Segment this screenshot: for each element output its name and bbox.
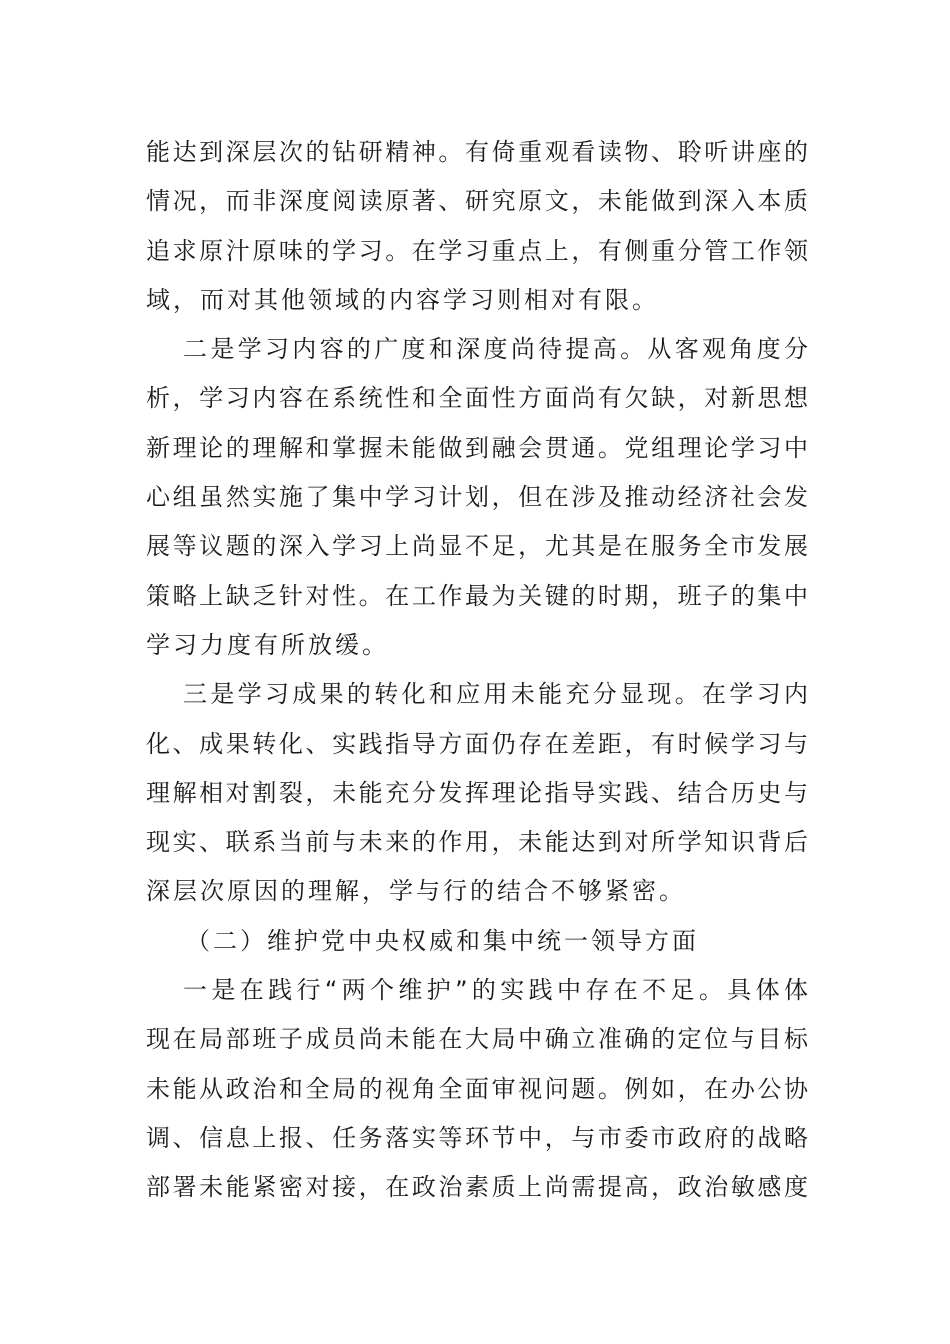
section-heading: [146, 917, 808, 966]
paragraph: [146, 966, 808, 1212]
text-line: 情况，而非深度阅读原著、研究原文，未能做到深入本质: [146, 187, 808, 216]
text-line: 域，而对其他领域的内容学习则相对有限。: [146, 285, 659, 314]
text-line: 未能从政治和全局的视角全面审视问题。例如，在办公协: [146, 1074, 808, 1103]
paragraph: [146, 325, 808, 670]
text-line: （二）维护党中央权威和集中统一领导方面: [186, 926, 699, 955]
text-line: 理解相对割裂，未能充分发挥理论指导实践、结合历史与: [146, 778, 808, 807]
text-line: 策略上缺乏针对性。在工作最为关键的时期，班子的集中: [146, 581, 808, 610]
text-line: 能达到深层次的钻研精神。有倚重观看读物、聆听讲座的: [146, 138, 808, 166]
text-line: 深层次原因的理解，学与行的结合不够紧密。: [146, 877, 686, 906]
paragraph: [146, 128, 808, 325]
text-line: 一是在践行“两个维护”的实践中存在不足。具体体: [183, 976, 808, 1005]
text-line: 学习力度有所放缓。: [146, 630, 389, 659]
text-line: 三是学习成果的转化和应用未能充分显现。在学习内: [183, 680, 808, 709]
text-line: 现实、联系当前与未来的作用，未能达到对所学知识背后: [146, 828, 808, 857]
text-line: 展等议题的深入学习上尚显不足，尤其是在服务全市发展: [146, 532, 808, 561]
text-line: 化、成果转化、实践指导方面仍存在差距，有时候学习与: [146, 729, 808, 758]
text-line: 现在局部班子成员尚未能在大局中确立准确的定位与目标: [146, 1025, 808, 1054]
text-line: 新理论的理解和掌握未能做到融会贯通。党组理论学习中: [146, 433, 808, 462]
text-line: 调、信息上报、任务落实等环节中，与市委市政府的战略: [146, 1123, 808, 1152]
text-line: 析，学习内容在系统性和全面性方面尚有欠缺，对新思想: [146, 384, 808, 413]
text-line: 追求原汁原味的学习。在学习重点上，有侧重分管工作领: [146, 236, 808, 265]
text-line: 心组虽然实施了集中学习计划，但在涉及推动经济社会发: [146, 483, 808, 512]
text-line: 部署未能紧密对接，在政治素质上尚需提高，政治敏感度: [146, 1173, 808, 1202]
text-line: 二是学习内容的广度和深度尚待提高。从客观角度分: [183, 335, 808, 364]
document-page: [146, 128, 808, 1213]
paragraph: [146, 670, 808, 916]
